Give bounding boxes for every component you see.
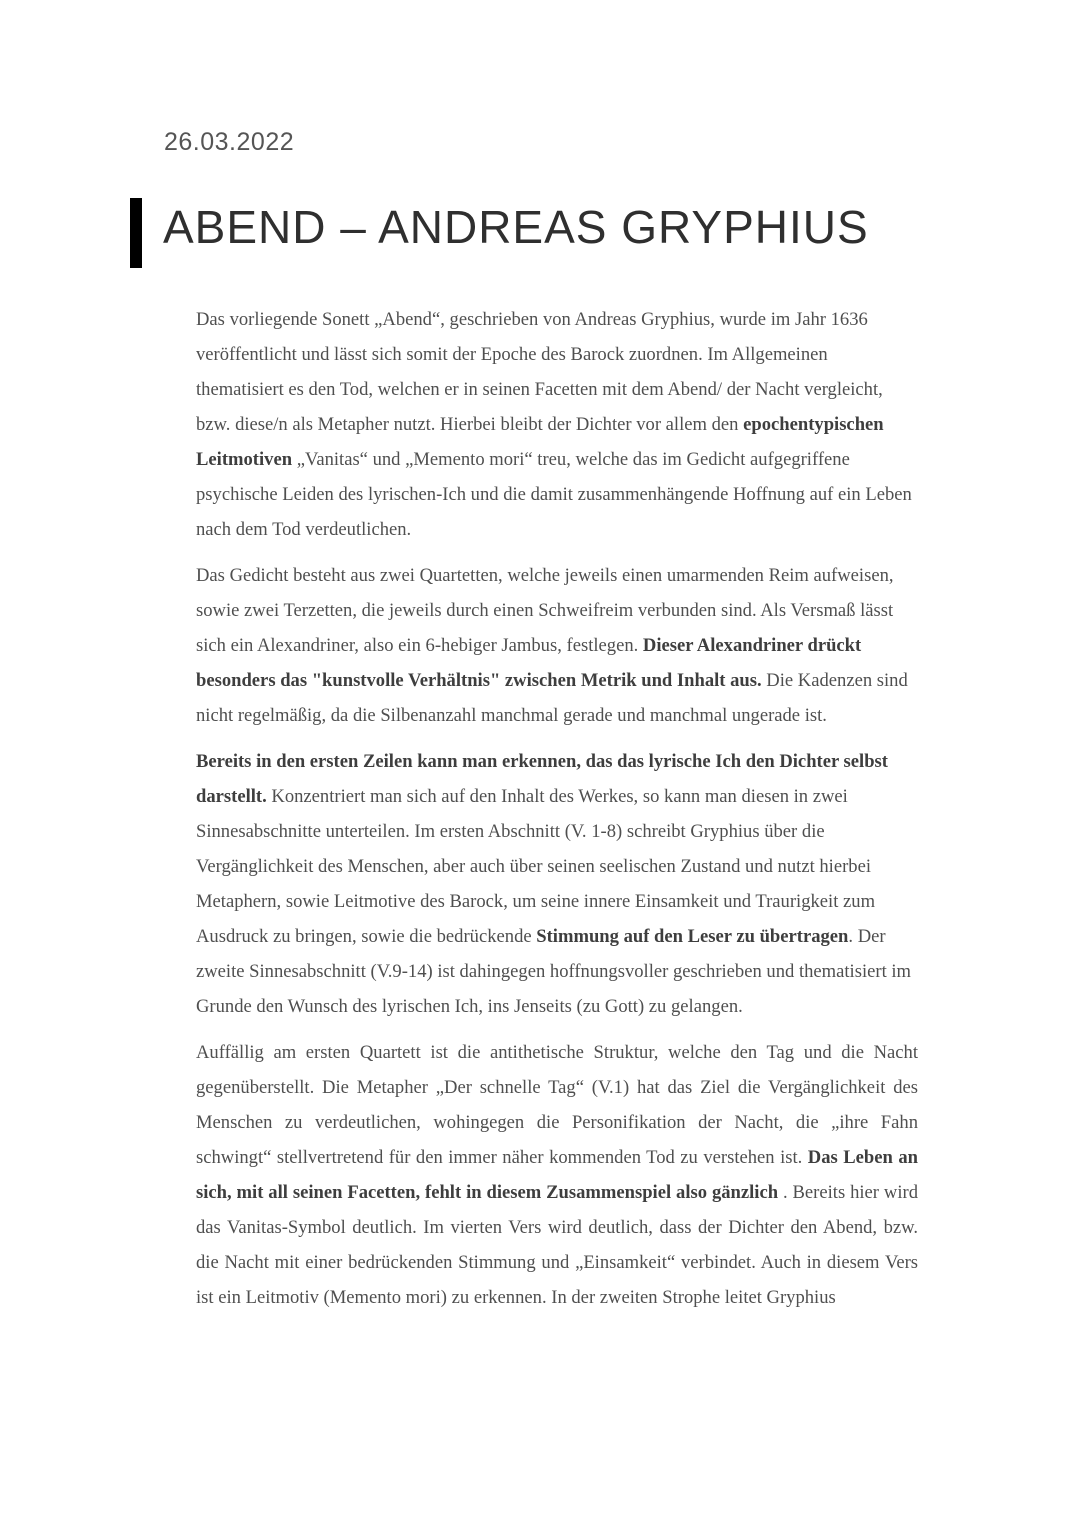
paragraph-1 xyxy=(196,302,918,547)
document-body xyxy=(196,302,918,1326)
paragraph-2-run: Das Gedicht besteht aus zwei Quartetten, welche jeweils einen umarmenden Reim aufweisen, sowie zwei Terzetten, die jeweils durch einen Schweifreim verbunden sind. Als Versmaß lässt sich ein Alexandriner, also ein 6-hebiger Jambus, festlegen. xyxy=(196,565,894,656)
paragraph-3-bold: Stimmung auf den Leser zu übertragen xyxy=(536,926,849,947)
paragraph-1-run: Das vorliegende Sonett „Abend“, geschrieben von Andreas Gryphius, wurde im Jahr 1636 veröffentlicht und lässt sich somit der Epoche des Barock zuordnen. Im Allgemeinen thematisiert es den Tod, welchen er in seinen Facetten mit dem Abend/ der Nacht vergleicht, bzw. diese/n als Metapher nutzt. Hierbei bleibt der Dichter vor allem den xyxy=(196,309,883,435)
paragraph-4-bold: Das Leben an sich, mit all seinen Facetten, fehlt in diesem Zusammenspiel also gänzlich xyxy=(196,1147,918,1203)
paragraph-3 xyxy=(196,744,918,1024)
paragraph-3-run: Konzentriert man sich auf den Inhalt des Werkes, so kann man diesen in zwei Sinnesabschnitte unterteilen. Im ersten Abschnitt (V. 1-8) schreibt Gryphius über die Vergänglichkeit des Menschen, aber auch über seinen seelischen Zustand und nutzt hierbei Metaphern, sowie Leitmotive des Barock, um seine innere Einsamkeit und Traurigkeit zum Ausdruck zu bringen, sowie die bedrückende xyxy=(196,786,876,947)
paragraph-4-run: Auffällig am ersten Quartett ist die antithetische Struktur, welche den Tag und die Nacht gegenüberstellt. Die Metapher „Der schnelle Tag“ (V.1) hat das Ziel die Vergänglichkeit des Menschen zu verdeutlichen, wohingegen die Personifikation der Nacht, die „ihre Fahn schwingt“ stellvertretend für den immer näher kommenden Tod zu verstehen ist. xyxy=(196,1042,918,1168)
heading-accent-bar xyxy=(130,198,142,268)
paragraph-3-bold: Bereits in den ersten Zeilen kann man erkennen, das das lyrische Ich den Dichter selbst darstellt. xyxy=(196,751,888,807)
paragraph-1-run: „Vanitas“ und „Memento mori“ treu, welche das im Gedicht aufgegriffene psychische Leiden des lyrischen-Ich und die damit zusammenhängende Hoffnung auf ein Leben nach dem Tod verdeutlichen. xyxy=(196,449,912,540)
paragraph-1-bold: epochentypischen Leitmotiven xyxy=(196,414,884,470)
paragraph-3-run: . Der zweite Sinnesabschnitt (V.9-14) ist dahingegen hoffnungsvoller geschrieben und thematisiert im Grunde den Wunsch des lyrischen Ich, ins Jenseits (zu Gott) zu gelangen. xyxy=(196,926,912,1017)
paragraph-4 xyxy=(196,1035,918,1315)
paragraph-4-run: . Bereits hier wird das Vanitas-Symbol deutlich. Im vierten Vers wird deutlich, dass der Dichter den Abend, bzw. die Nacht mit einer bedrückenden Stimmung und „Einsamkeit“ verbindet. Auch in diesem Vers ist ein Leitmotiv (Memento mori) zu erkennen. In der zweiten Strophe leitet Gryphius xyxy=(196,1182,918,1308)
paragraph-2-run: Die Kadenzen sind nicht regelmäßig, da die Silbenanzahl manchmal gerade und manchmal ungerade ist. xyxy=(196,670,908,726)
paragraph-2-bold: Dieser Alexandriner drückt besonders das "kunstvolle Verhältnis" zwischen Metrik und Inhalt aus. xyxy=(196,635,862,691)
document-title: ABEND – ANDREAS GRYPHIUS xyxy=(163,201,869,253)
paragraph-2 xyxy=(196,558,918,733)
document-date: 26.03.2022 xyxy=(164,128,295,156)
